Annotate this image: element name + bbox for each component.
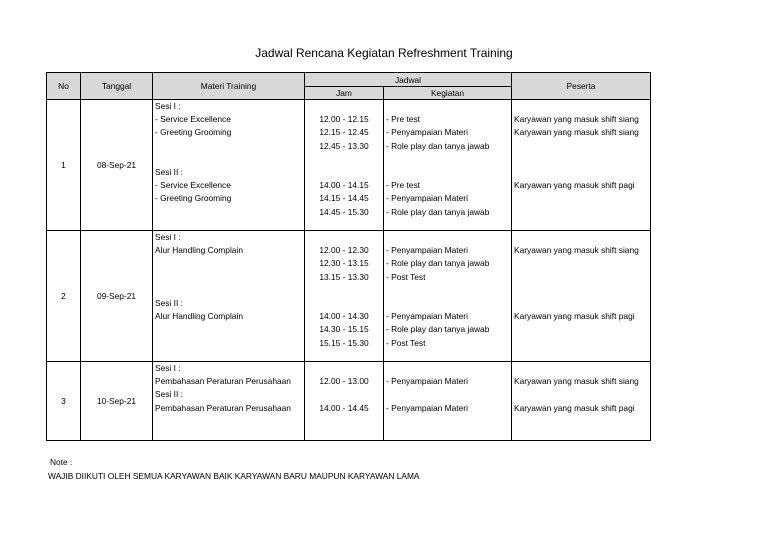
jam-line: 12.00 - 12.30	[319, 245, 369, 256]
materi-line: - Greeting Grooming	[155, 193, 232, 204]
cell-tanggal: 10-Sep-21	[81, 362, 153, 441]
materi-line: Alur Handling Complain	[155, 311, 243, 322]
materi-line	[153, 337, 304, 350]
peserta-line: Karyawan yang masuk shift siang	[514, 376, 639, 387]
jam-line: 15.15 - 15.30	[319, 337, 369, 348]
jam-line: 14.45 - 15.30	[319, 206, 369, 217]
kegiatan-line: - Penyampaian Materi	[386, 376, 468, 387]
spacer	[305, 362, 383, 375]
table-row	[47, 231, 651, 362]
spacer	[305, 388, 383, 401]
header-jadwal: Jadwal	[305, 73, 512, 87]
peserta-line	[512, 140, 650, 153]
spacer	[384, 362, 511, 375]
header-tanggal: Tanggal	[81, 73, 153, 100]
jam-line: 14.00 - 14.30	[319, 311, 369, 322]
materi-line: Alur Handling Complain	[155, 245, 243, 256]
peserta-line: Karyawan yang masuk shift pagi	[514, 402, 635, 413]
kegiatan-line: - Penyampaian Materi	[386, 311, 468, 322]
materi-line	[153, 206, 304, 219]
spacer	[512, 388, 650, 401]
jam-line: 12.00 - 13.00	[319, 376, 369, 387]
spacer	[384, 166, 511, 179]
materi-line	[153, 323, 304, 336]
spacer	[512, 297, 650, 310]
jam-line: 14.00 - 14.15	[319, 180, 369, 191]
spacer	[384, 388, 511, 401]
kegiatan-line: - Post Test	[386, 337, 426, 348]
header-materi: Materi Training	[153, 73, 305, 100]
cell-peserta	[512, 231, 651, 362]
peserta-line	[512, 271, 650, 284]
kegiatan-line: - Role play dan tanya jawab	[386, 258, 490, 269]
note-label: Note :	[50, 457, 73, 467]
peserta-line	[512, 323, 650, 336]
spacer	[384, 297, 511, 310]
cell-jam	[305, 231, 384, 362]
cell-no: 2	[47, 231, 81, 362]
jam-line: 14.15 - 14.45	[319, 193, 369, 204]
peserta-line: Karyawan yang masuk shift pagi	[514, 311, 635, 322]
kegiatan-line: - Penyampaian Materi	[386, 245, 468, 256]
schedule-table	[46, 72, 651, 441]
jam-line: 13.15 - 13.30	[319, 271, 369, 282]
session-label: Sesi I :	[155, 101, 181, 111]
spacer	[305, 231, 383, 244]
peserta-line: Karyawan yang masuk shift siang	[514, 127, 639, 138]
peserta-line: Karyawan yang masuk shift siang	[514, 114, 639, 125]
cell-tanggal: 09-Sep-21	[81, 231, 153, 362]
cell-materi	[153, 231, 305, 362]
cell-jam	[305, 100, 384, 231]
header-peserta: Peserta	[512, 73, 651, 100]
schedule-body	[47, 100, 651, 441]
page-title: Jadwal Rencana Kegiatan Refreshment Training	[255, 46, 513, 60]
materi-line	[153, 271, 304, 284]
materi-line: Pembahasan Peraturan Perusahaan	[155, 376, 291, 387]
materi-line: - Service Excellence	[155, 180, 231, 191]
jam-line: 12.30 - 13.15	[319, 258, 369, 269]
note-text: WAJIB DIIKUTI OLEH SEMUA KARYAWAN BAIK KARYAWAN BARU MAUPUN KARYAWAN LAMA	[48, 471, 420, 481]
session-label: Sesi II :	[155, 166, 183, 177]
spacer	[305, 100, 383, 113]
peserta-line	[512, 337, 650, 350]
peserta-line	[512, 206, 650, 219]
materi-line: - Service Excellence	[155, 114, 231, 125]
peserta-line	[512, 257, 650, 270]
session-label: Sesi I :	[155, 232, 181, 242]
materi-line: Pembahasan Peraturan Perusahaan	[155, 402, 291, 413]
cell-materi	[153, 100, 305, 231]
header-jam: Jam	[305, 87, 384, 100]
spacer	[512, 231, 650, 244]
materi-line: - Greeting Grooming	[155, 127, 232, 138]
jam-line: 12.15 - 12.45	[319, 127, 369, 138]
spacer	[512, 362, 650, 375]
jam-line: 14.30 - 15.15	[319, 324, 369, 335]
materi-line	[153, 140, 304, 153]
kegiatan-line: - Pre test	[386, 180, 420, 191]
kegiatan-line: - Pre test	[386, 114, 420, 125]
header-no: No	[47, 73, 81, 100]
cell-peserta	[512, 100, 651, 231]
header-kegiatan: Kegiatan	[384, 87, 512, 100]
spacer	[305, 166, 383, 179]
cell-peserta	[512, 362, 651, 441]
spacer	[305, 297, 383, 310]
cell-tanggal: 08-Sep-21	[81, 100, 153, 231]
materi-line	[153, 257, 304, 270]
spacer	[384, 100, 511, 113]
peserta-line	[512, 192, 650, 205]
spacer	[512, 100, 650, 113]
kegiatan-line: - Role play dan tanya jawab	[386, 206, 490, 217]
table-row	[47, 100, 651, 231]
peserta-line: Karyawan yang masuk shift siang	[514, 245, 639, 256]
cell-kegiatan	[384, 100, 512, 231]
peserta-line: Karyawan yang masuk shift pagi	[514, 180, 635, 191]
spacer	[384, 231, 511, 244]
session-label: Sesi I :	[155, 363, 181, 373]
cell-kegiatan	[384, 231, 512, 362]
spacer	[512, 166, 650, 179]
cell-no: 3	[47, 362, 81, 441]
kegiatan-line: - Post Test	[386, 271, 426, 282]
cell-no: 1	[47, 100, 81, 231]
kegiatan-line: - Role play dan tanya jawab	[386, 324, 490, 335]
kegiatan-line: - Penyampaian Materi	[386, 193, 468, 204]
cell-jam	[305, 362, 384, 441]
kegiatan-line: - Role play dan tanya jawab	[386, 140, 490, 151]
kegiatan-line: - Penyampaian Materi	[386, 402, 468, 413]
session-label: Sesi II :	[155, 389, 183, 400]
kegiatan-line: - Penyampaian Materi	[386, 127, 468, 138]
table-row	[47, 362, 651, 441]
jam-line: 14.00 - 14.45	[319, 402, 369, 413]
session-label: Sesi II :	[155, 297, 183, 308]
jam-line: 12.45 - 13.30	[319, 140, 369, 151]
jam-line: 12.00 - 12.15	[319, 114, 369, 125]
cell-kegiatan	[384, 362, 512, 441]
cell-materi	[153, 362, 305, 441]
